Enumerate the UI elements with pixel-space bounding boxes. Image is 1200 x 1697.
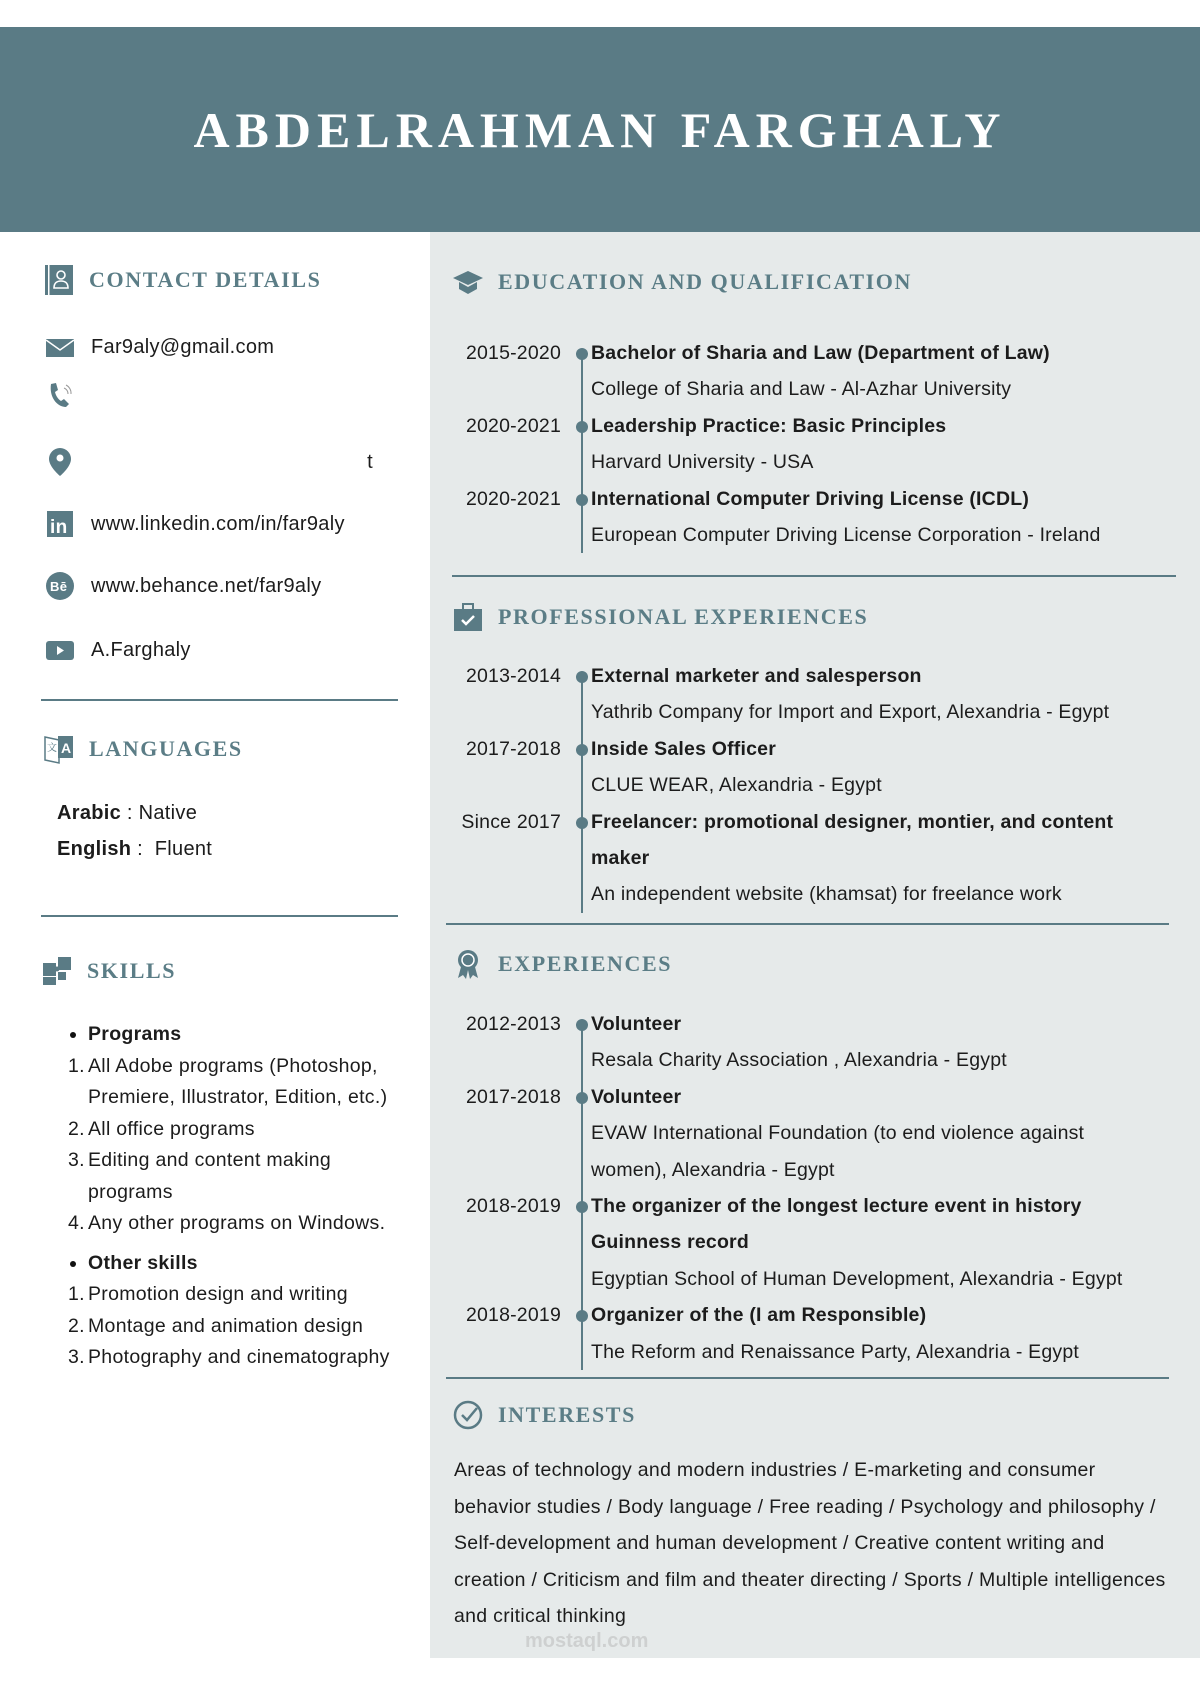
svg-text:A: A: [61, 740, 72, 756]
award-ribbon-icon: [452, 948, 484, 980]
timeline-entry: 2020-2021 Leadership Practice: Basic Principles Harvard University - USA: [440, 408, 1200, 481]
skill-item: 2. All office programs: [68, 1117, 255, 1140]
linkedin-link[interactable]: www.linkedin.com/in/far9aly: [91, 512, 345, 535]
language-item: Arabic : Native: [57, 802, 198, 824]
person-name: ABDELRAHMAN FARGHALY: [193, 101, 1007, 158]
check-circle-icon: [452, 1399, 484, 1431]
svg-text:文: 文: [47, 743, 57, 754]
skill-item: 2. Montage and animation design: [68, 1314, 364, 1337]
timeline-dot: [576, 1201, 588, 1213]
section-title: CONTACT DETAILS: [89, 267, 322, 292]
timeline-entry: 2013-2014 External marketer and salesperson Yathrib Company for Import and Export, Alexandria - Egypt: [440, 658, 1180, 731]
interests-header: [452, 1399, 636, 1431]
education-timeline: [440, 335, 1200, 553]
svg-text:in: in: [50, 517, 68, 538]
divider: [446, 1377, 1169, 1379]
timeline-dot: [576, 494, 588, 506]
phone-icon: [45, 380, 75, 410]
location-pin-icon: [45, 447, 75, 477]
behance-icon: [45, 571, 75, 601]
languages-list: [57, 795, 212, 867]
contact-phone: [43, 378, 91, 412]
professional-timeline: [440, 658, 1180, 913]
graduation-cap-icon: [452, 266, 484, 298]
contact-youtube[interactable]: [43, 633, 191, 667]
skill-item: 3. Photography and cinematography: [68, 1346, 390, 1368]
timeline-entry: 2012-2013 Volunteer Resala Charity Association , Alexandria - Egypt: [440, 1006, 1180, 1079]
skill-item: 4. Any other programs on Windows.: [68, 1212, 386, 1234]
skill-item: 1. All Adobe programs (Photoshop, Premiere, Illustrator, Edition, etc.): [68, 1054, 388, 1108]
section-title: LANGUAGES: [89, 736, 243, 761]
experiences-header: [452, 948, 672, 980]
timeline-dot: [576, 817, 588, 829]
contact-linkedin[interactable]: [43, 507, 345, 541]
timeline-entry: 2020-2021 International Computer Driving License (ICDL) European Computer Driving License Corporation - Ireland: [440, 481, 1200, 554]
timeline-entry: 2018-2019 Organizer of the (I am Responsible) The Reform and Renaissance Party, Alexandria - Egypt: [440, 1297, 1180, 1370]
puzzle-icon: [41, 955, 73, 987]
timeline-dot: [576, 1019, 588, 1031]
svg-text:Bē: Bē: [50, 579, 68, 594]
section-title: INTERESTS: [498, 1402, 636, 1427]
behance-link[interactable]: www.behance.net/far9aly: [91, 574, 322, 597]
linkedin-icon: [45, 509, 75, 539]
divider: [41, 699, 398, 701]
contact-book-icon: [43, 264, 75, 296]
timeline-entry: 2015-2020 Bachelor of Sharia and Law (Department of Law) College of Sharia and Law - Al-Azhar University: [440, 335, 1200, 408]
timeline-dot: [576, 744, 588, 756]
youtube-link[interactable]: A.Farghaly: [91, 638, 191, 661]
skills-list: [68, 1015, 398, 1374]
skills-header: [41, 955, 176, 987]
timeline-entry: 2017-2018 Inside Sales Officer CLUE WEAR, Alexandria - Egypt: [440, 731, 1180, 804]
skills-group-heading: Programs: [68, 1019, 398, 1051]
timeline-dot: [576, 421, 588, 433]
timeline-dot: [576, 1310, 588, 1322]
name-banner: [0, 27, 1200, 232]
timeline-dot: [576, 348, 588, 360]
section-title: EXPERIENCES: [498, 951, 673, 976]
timeline-dot: [576, 1092, 588, 1104]
divider: [41, 915, 398, 917]
divider: [452, 575, 1176, 577]
timeline-entry: 2018-2019 The organizer of the longest lecture event in history Guinness record Egyptian School of Human Development, Alexandria - Egypt: [440, 1188, 1180, 1297]
skill-item: 1. Promotion design and writing: [68, 1283, 348, 1305]
skills-group-heading: Other skills: [68, 1248, 398, 1280]
section-title: PROFESSIONAL EXPERIENCES: [498, 604, 869, 629]
email-text: Far9aly@gmail.com: [91, 335, 275, 358]
professional-header: [452, 601, 868, 633]
contact-behance[interactable]: [43, 569, 321, 603]
section-title: SKILLS: [87, 958, 177, 983]
watermark: mostaql.com: [525, 1630, 649, 1652]
education-header: [452, 266, 912, 298]
envelope-icon: [45, 332, 75, 362]
timeline-entry: Since 2017 Freelancer: promotional designer, montier, and content maker An independent website (khamsat) for freelance work: [440, 804, 1180, 913]
contact-email[interactable]: [43, 330, 274, 364]
contact-header: [43, 264, 321, 296]
contact-location: [43, 445, 373, 479]
section-title: EDUCATION AND QUALIFICATION: [498, 269, 912, 294]
language-item: English : Fluent: [57, 838, 213, 860]
languages-header: [43, 733, 243, 765]
timeline-entry: 2017-2018 Volunteer EVAW International Foundation (to end violence against women), Alexandria - Egypt: [440, 1079, 1180, 1188]
experiences-timeline: [440, 1006, 1180, 1370]
divider: [446, 923, 1169, 925]
interests-text: Areas of technology and modern industries / E-marketing and consumer behavior studies / Body language / Free reading / Psychology and philosophy / Self-development and human development / Creative content writing and creation / Criticism and film and theater directing / Sports / Multiple intelligences and critical thinking: [454, 1459, 1166, 1627]
briefcase-check-icon: [452, 601, 484, 633]
location-text: t: [367, 450, 373, 473]
skill-item: 3. Editing and content making programs: [68, 1149, 332, 1203]
youtube-icon: [45, 635, 75, 665]
translate-icon: [43, 733, 75, 765]
timeline-dot: [576, 671, 588, 683]
